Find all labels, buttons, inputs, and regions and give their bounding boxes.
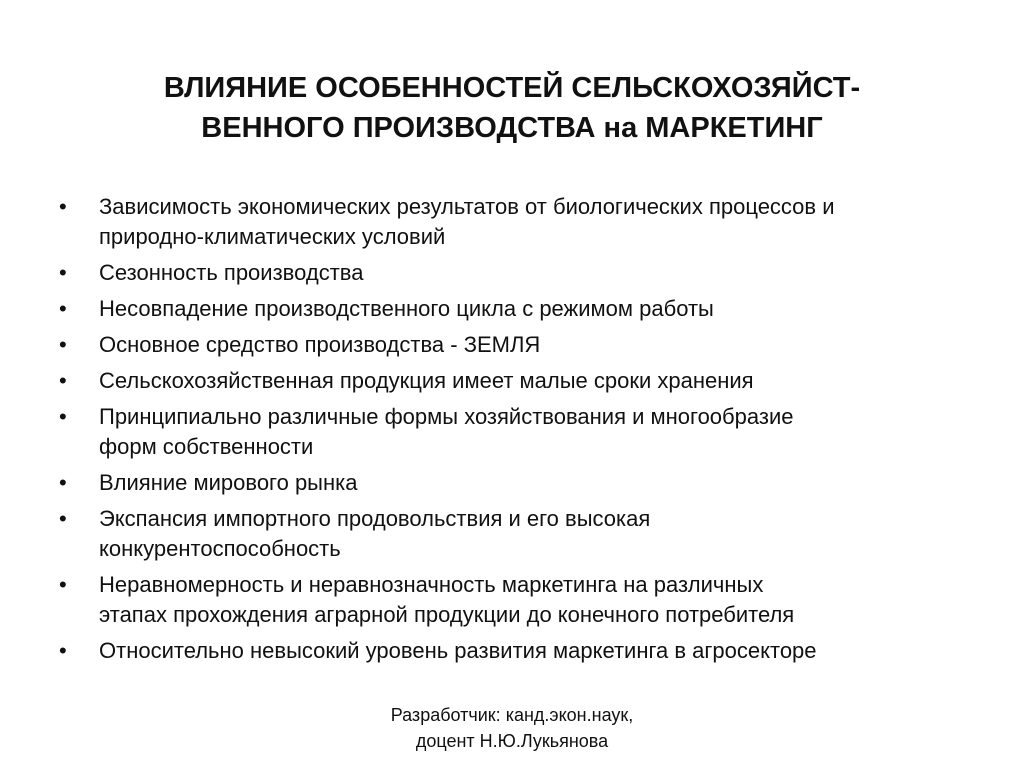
bullet-item (57, 570, 987, 630)
bullet-text-line: Зависимость экономических результатов от биологических процессов и (99, 194, 835, 219)
bullet-item (57, 402, 987, 462)
bullet-text (99, 570, 987, 630)
author-credit (312, 702, 712, 754)
bullet-text-line: Влияние мирового рынка (99, 470, 358, 495)
bullet-text-line: природно-климатических условий (99, 224, 446, 249)
bullet-icon: • (59, 368, 67, 393)
bullet-icon: • (59, 404, 67, 429)
bullet-text-line: Относительно невысокий уровень развития маркетинга в агросекторе (99, 638, 817, 663)
bullet-icon: • (59, 506, 67, 531)
bullet-icon: • (59, 296, 67, 321)
author-credit-line-1: Разработчик: канд.экон.наук, (390, 705, 634, 725)
bullet-text (99, 636, 987, 666)
bullet-text-line: Неравномерность и неравнозначность маркетинга на различных (99, 572, 764, 597)
slide-title (60, 68, 964, 148)
slide-title-line-2: ВЕННОГО ПРОИЗВОДСТВА на МАРКЕТИНГ (201, 112, 823, 144)
bullet-text-line: этапах прохождения аграрной продукции до конечного потребителя (99, 602, 795, 627)
bullet-icon: • (59, 572, 67, 597)
bullet-list (57, 192, 987, 672)
slide-title-line-1: ВЛИЯНИЕ ОСОБЕННОСТЕЙ СЕЛЬСКОХОЗЯЙСТ- (163, 72, 861, 104)
bullet-text (99, 192, 987, 252)
bullet-icon: • (59, 194, 67, 219)
bullet-icon: • (59, 638, 67, 663)
bullet-text (99, 258, 987, 288)
bullet-item (57, 468, 987, 498)
bullet-text (99, 468, 987, 498)
bullet-text-line: Экспансия импортного продовольствия и его высокая (99, 506, 651, 531)
bullet-item (57, 504, 987, 564)
bullet-item (57, 636, 987, 666)
author-credit-line-2: доцент Н.Ю.Лукьянова (415, 731, 609, 751)
bullet-icon: • (59, 260, 67, 285)
bullet-text-line: форм собственности (99, 434, 314, 459)
bullet-text-line: Несовпадение производственного цикла с режимом работы (99, 296, 714, 321)
bullet-item (57, 294, 987, 324)
bullet-text (99, 504, 987, 564)
bullet-text (99, 330, 987, 360)
bullet-text-line: Сельскохозяйственная продукция имеет малые сроки хранения (99, 368, 754, 393)
bullet-icon: • (59, 332, 67, 357)
bullet-text (99, 294, 987, 324)
bullet-text-line: Сезонность производства (99, 260, 364, 285)
bullet-item (57, 330, 987, 360)
bullet-text-line: Принципиально различные формы хозяйствования и многообразие (99, 404, 794, 429)
bullet-text-line: конкурентоспособность (99, 536, 341, 561)
bullet-icon: • (59, 470, 67, 495)
bullet-item (57, 192, 987, 252)
bullet-text (99, 366, 987, 396)
bullet-item (57, 258, 987, 288)
bullet-text-line: Основное средство производства - ЗЕМЛЯ (99, 332, 541, 357)
bullet-text (99, 402, 987, 462)
bullet-item (57, 366, 987, 396)
